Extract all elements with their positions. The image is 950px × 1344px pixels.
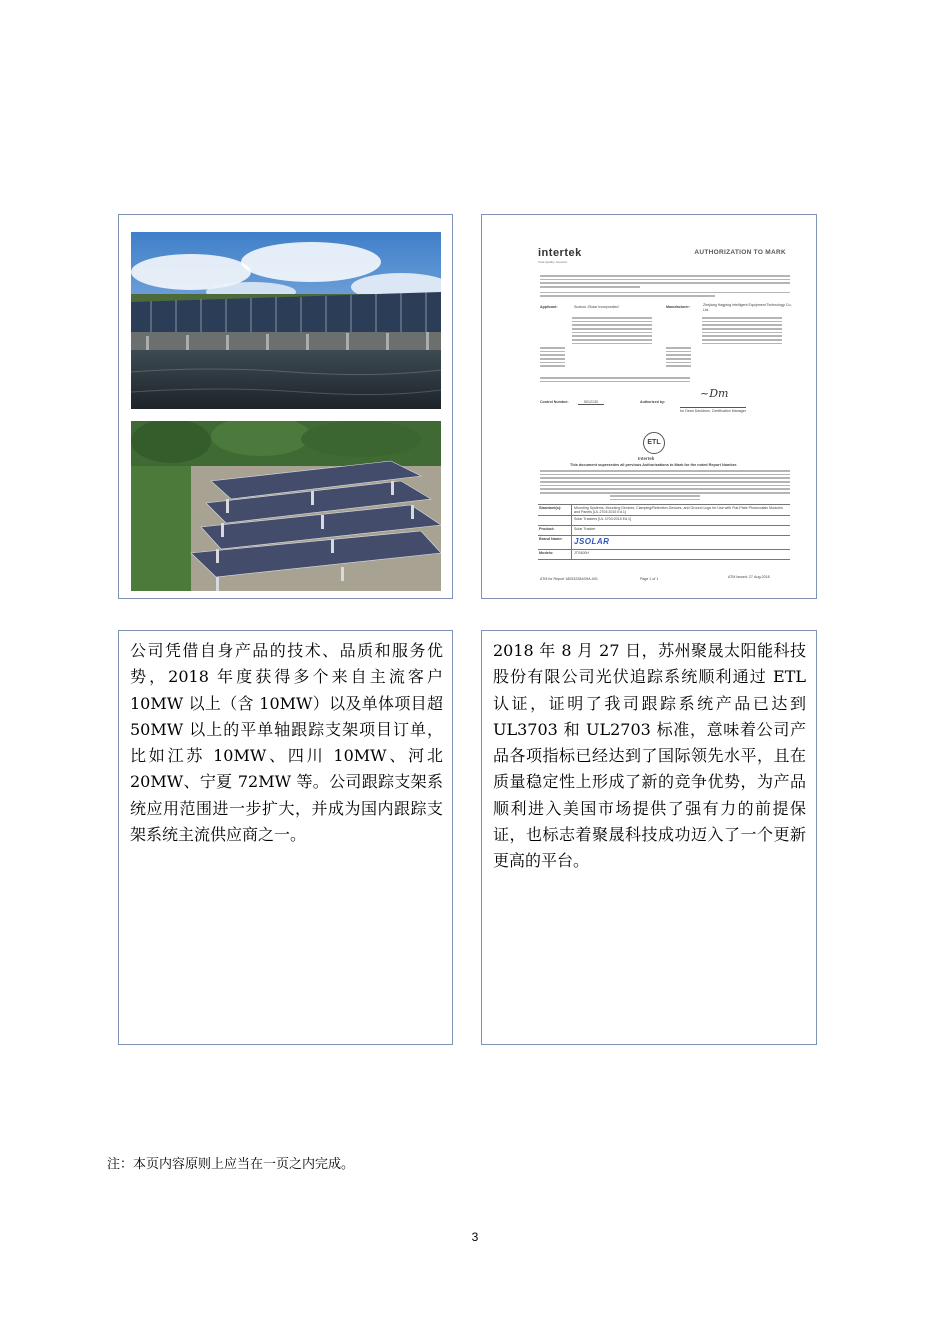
table-row-label: Brand Name: [538, 536, 572, 549]
table-row-label: Standard(s): [538, 505, 572, 515]
table-row [538, 516, 790, 526]
certificate-footer-left: ATM for Report 180932284SHA-001 [540, 577, 598, 581]
jsolar-brand-logo: JSOLAR [574, 537, 610, 546]
applicant-details [572, 317, 652, 347]
etl-mark-name: Intertek [638, 456, 655, 461]
table-row-label [538, 516, 572, 525]
applicant-field-labels [540, 347, 565, 369]
etl-authorization-certificate [510, 227, 796, 587]
applicant-value: Suzhou JSolar Incorporated [574, 305, 619, 309]
table-row-value [572, 536, 790, 549]
solar-tracker-field-photo [131, 421, 441, 591]
tracker-orders-paragraph: 公司凭借自身产品的技术、品质和服务优势，2018 年度获得多个来自主流客户10MW 以上（含 10MW）以及单体项目超50MW 以上的平单轴跟踪支架项目订单，比如江苏 10MW、四川 10MW、河北 20MW、宁夏 72MW 等。公司跟踪支架系统应用范围进一步扩大，并成为国内跟踪支架系统主流供应商之一。 [130, 641, 443, 845]
left-text-panel [118, 630, 453, 1045]
certificate-legal-text [540, 470, 790, 496]
manufacturer-label: Manufacturer: [666, 305, 690, 309]
certificate-footer-center: Page 1 of 1 [640, 577, 659, 581]
party-authorized-text [540, 377, 690, 384]
intertek-logo-tagline: Total Quality. Assured. [538, 260, 568, 264]
table-row-label: Product: [538, 526, 572, 535]
certificate-panel [481, 214, 817, 599]
supersedes-notice: This document supersedes all previous Authorizations to Mark for the noted Report Number. [570, 463, 738, 467]
signature: ~Dm [700, 387, 729, 400]
etl-mark-icon: ETL [643, 432, 665, 454]
table-row [538, 526, 790, 536]
table-row [538, 536, 790, 550]
certificate-table [538, 504, 790, 560]
manufacturer-value: Zhejiang Hagping Intelligent Equipment Technology Co., Ltd. [703, 303, 793, 312]
control-number-label: Control Number: [540, 400, 569, 404]
control-number-value: 5012130 [578, 400, 604, 405]
table-row-value: JTS400H [574, 551, 589, 555]
etl-certification-paragraph: 2018 年 8 月 27 日，苏州聚晟太阳能科技股份有限公司光伏追踪系统顺利通过 ETL 认证，证明了我司跟踪系统产品已达到UL3703 和 UL2703 标准，意味着公司产品各项指标已经达到了国际领先水平，且在质量稳定性上形成了新的竞争优势，为产品顺利进入美国市场提供了强有力的前提保证，也标志着聚晟科技成功迈入了一个更新更高的平台。 [493, 641, 806, 871]
signatory: for Dean Davidson, Certification Manager [680, 408, 746, 413]
table-row-label: Models: [538, 550, 572, 559]
intertek-address [610, 495, 700, 502]
table-row-value: Solar Tracker [574, 527, 596, 531]
authorized-by-label: Authorized by: [640, 400, 666, 404]
table-row [538, 550, 790, 560]
right-text-panel [481, 630, 817, 1045]
certificate-heading: AUTHORIZATION TO MARK [694, 249, 786, 256]
solar-array-over-water-photo [131, 232, 441, 409]
photo-panel [118, 214, 453, 599]
table-row [538, 505, 790, 516]
certificate-footer-right: ATM Issued: 27-Aug-2018 [728, 575, 770, 579]
table-row-value: Mounting Systems, Mounting Devices, Clamping/Retention Devices, and Ground Lugs for Use with Flat-Plate Photovoltaic Modules and Panels [UL 2703:2015 Ed.1] [574, 506, 783, 514]
applicant-label: Applicant: [540, 305, 558, 309]
page-footnote: 注：本页内容原则上应当在一页之内完成。 [107, 1157, 355, 1172]
intertek-logo: intertek [538, 247, 582, 259]
manufacturer-field-labels [666, 347, 691, 369]
manufacturer-details [702, 317, 782, 347]
certificate-intro-text [540, 275, 790, 299]
table-row-value: Solar Trackers [UL 3703:2015 Ed.1] [574, 517, 631, 521]
page-number: 3 [471, 1230, 479, 1244]
